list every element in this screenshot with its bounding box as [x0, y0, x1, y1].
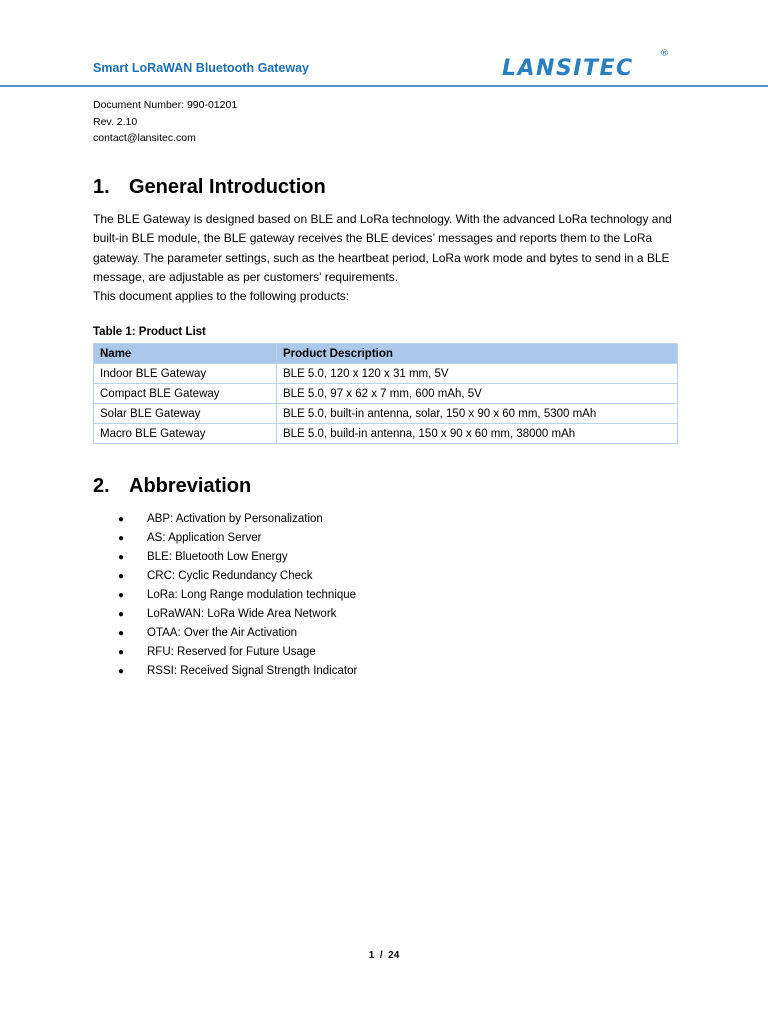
- page-separator: /: [379, 950, 383, 961]
- abbreviation-list: [118, 510, 357, 681]
- bullet-icon: ●: [118, 609, 125, 620]
- product-name: Solar BLE Gateway: [94, 404, 277, 424]
- column-header: Name: [94, 344, 277, 364]
- bullet-icon: ●: [118, 552, 125, 563]
- svg-text:LANSITEC: LANSITEC: [502, 56, 634, 81]
- list-item: [118, 643, 357, 662]
- product-name: Macro BLE Gateway: [94, 424, 277, 444]
- table-caption: Table 1: Product List: [93, 326, 206, 338]
- intro-paragraph: The BLE Gateway is designed based on BLE and LoRa technology. With the advanced LoRa technology and built-in BLE module, the BLE gateway receives the BLE devices’ messages and reports them to the LoRa gateway. The parameter settings, such as the heartbeat period, LoRa work mode and bytes to send in a BLE message, are adjustable as per customers' requirements.: [93, 212, 672, 284]
- table-row: [94, 364, 678, 384]
- document-number: Document Number: 990-01201: [93, 99, 238, 111]
- list-item: [118, 510, 357, 529]
- list-item: [118, 624, 357, 643]
- product-description: BLE 5.0, build-in antenna, 150 x 90 x 60 mm, 38000 mAh: [277, 424, 678, 444]
- section-heading-abbreviation: [93, 475, 251, 498]
- current-page: 1: [368, 950, 375, 961]
- abbreviation-text: LoRa: Long Range modulation technique: [147, 589, 357, 601]
- product-table: [93, 343, 678, 444]
- bullet-icon: ●: [118, 571, 125, 582]
- abbreviation-text: RFU: Reserved for Future Usage: [147, 646, 316, 658]
- lansitec-logo: [500, 52, 670, 82]
- product-description: BLE 5.0, 97 x 62 x 7 mm, 600 mAh, 5V: [277, 384, 678, 404]
- revision: Rev. 2.10: [93, 115, 138, 128]
- product-description: BLE 5.0, built-in antenna, solar, 150 x 90 x 60 mm, 5300 mAh: [277, 404, 678, 424]
- total-pages: 24: [388, 950, 400, 961]
- section-number: 1.: [93, 176, 110, 198]
- section-title: Abbreviation: [129, 475, 252, 497]
- abbreviation-text: BLE: Bluetooth Low Energy: [147, 551, 288, 563]
- list-item: [118, 586, 357, 605]
- bullet-icon: ●: [118, 628, 125, 639]
- list-item: [118, 662, 357, 681]
- section-title: General Introduction: [129, 176, 326, 198]
- product-name: Compact BLE Gateway: [94, 384, 277, 404]
- list-item: [118, 529, 357, 548]
- bullet-icon: ●: [118, 590, 125, 601]
- abbreviation-text: CRC: Cyclic Redundancy Check: [147, 570, 313, 582]
- list-item: [118, 605, 357, 624]
- product-name: Indoor BLE Gateway: [94, 364, 277, 384]
- list-item: [118, 548, 357, 567]
- intro-paragraph: This document applies to the following products:: [93, 289, 350, 304]
- section-number: 2.: [93, 475, 110, 497]
- contact-email: contact@lansitec.com: [93, 132, 196, 144]
- column-header: Product Description: [277, 344, 678, 364]
- table-row: [94, 404, 678, 424]
- introduction-text: [93, 210, 683, 306]
- table-row: [94, 424, 678, 444]
- abbreviation-text: RSSI: Received Signal Strength Indicator: [147, 665, 358, 677]
- header-title: Smart LoRaWAN Bluetooth Gateway: [93, 61, 309, 75]
- page-number: [0, 950, 768, 961]
- table-header-row: [94, 344, 678, 364]
- header-rule: [0, 85, 768, 87]
- registered-mark: ®: [660, 49, 669, 59]
- abbreviation-text: ABP: Activation by Personalization: [147, 513, 323, 525]
- bullet-icon: ●: [118, 647, 125, 658]
- abbreviation-text: OTAA: Over the Air Activation: [147, 627, 297, 639]
- table-row: [94, 384, 678, 404]
- abbreviation-text: LoRaWAN: LoRa Wide Area Network: [147, 608, 337, 620]
- section-heading-introduction: [93, 176, 326, 199]
- bullet-icon: ●: [118, 533, 125, 544]
- document-meta: [93, 97, 237, 147]
- bullet-icon: ●: [118, 666, 125, 677]
- bullet-icon: ●: [118, 514, 125, 525]
- list-item: [118, 567, 357, 586]
- abbreviation-text: AS: Application Server: [147, 532, 262, 544]
- product-description: BLE 5.0, 120 x 120 x 31 mm, 5V: [277, 364, 678, 384]
